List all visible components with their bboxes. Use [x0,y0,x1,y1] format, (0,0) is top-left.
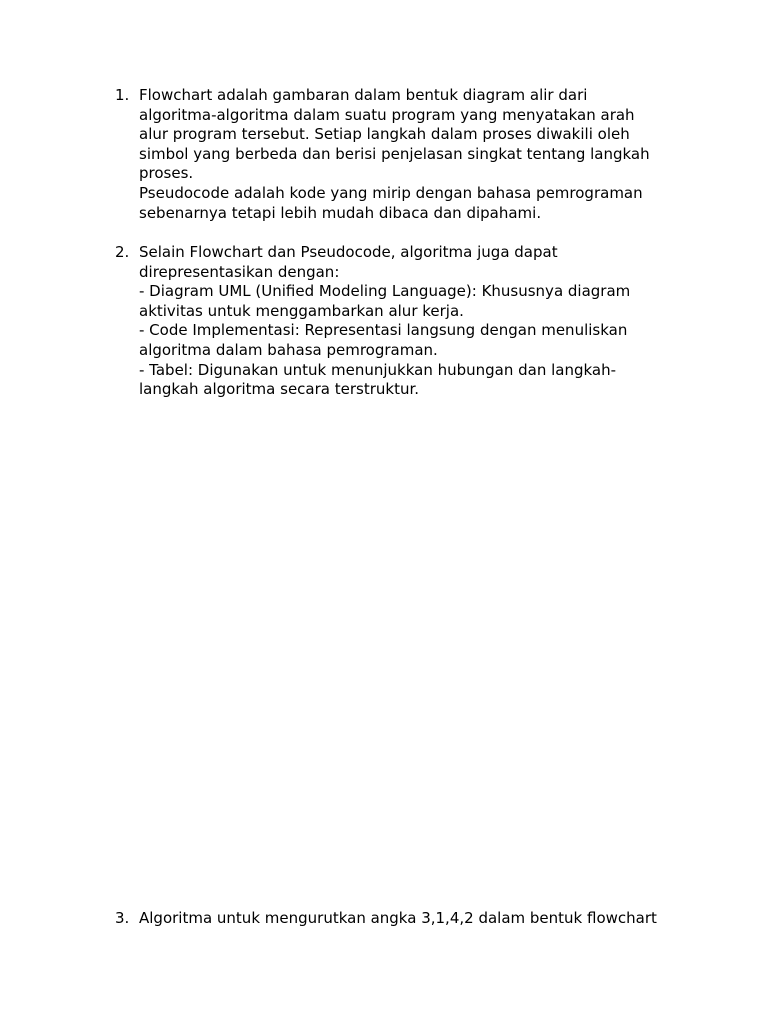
text-line: langkah algoritma secara terstruktur. [139,380,420,399]
text-line: alur program tersebut. Setiap langkah dalam proses diwakili oleh [139,125,630,144]
text-line: sebenarnya tetapi lebih mudah dibaca dan dipahami. [139,203,542,222]
text-line: algoritma-algoritma dalam suatu program yang menyatakan arah [139,105,635,124]
list-item-text [139,909,695,929]
list-item-text [139,243,695,400]
list-number: 1. [115,86,130,104]
text-line: direpresentasikan dengan: [139,262,340,281]
text-line: algoritma dalam bahasa pemrograman. [139,340,438,359]
text-line: Algoritma untuk mengurutkan angka 3,1,4,2 dalam bentuk flowchart [139,909,657,927]
text-line: Selain Flowchart dan Pseudocode, algoritma juga dapat [139,243,558,261]
list-number: 3. [115,909,130,927]
list-item-3 [115,909,695,929]
text-line: - Tabel: Digunakan untuk menunjukkan hubungan dan langkah- [139,360,617,379]
list-item-text [139,86,695,223]
text-line: aktivitas untuk menggambarkan alur kerja. [139,301,464,320]
list-item-1 [115,86,695,223]
list-item-2 [115,243,695,400]
text-line: proses. [139,164,194,183]
text-line: Pseudocode adalah kode yang mirip dengan bahasa pemrograman [139,183,643,202]
text-line: Flowchart adalah gambaran dalam bentuk diagram alir dari [139,86,588,104]
text-line: simbol yang berbeda dan berisi penjelasan singkat tentang langkah [139,144,650,163]
list-number: 2. [115,243,130,261]
text-line: - Diagram UML (Unified Modeling Language): Khususnya diagram [139,282,631,301]
text-line: - Code Implementasi: Representasi langsung dengan menuliskan [139,321,628,340]
